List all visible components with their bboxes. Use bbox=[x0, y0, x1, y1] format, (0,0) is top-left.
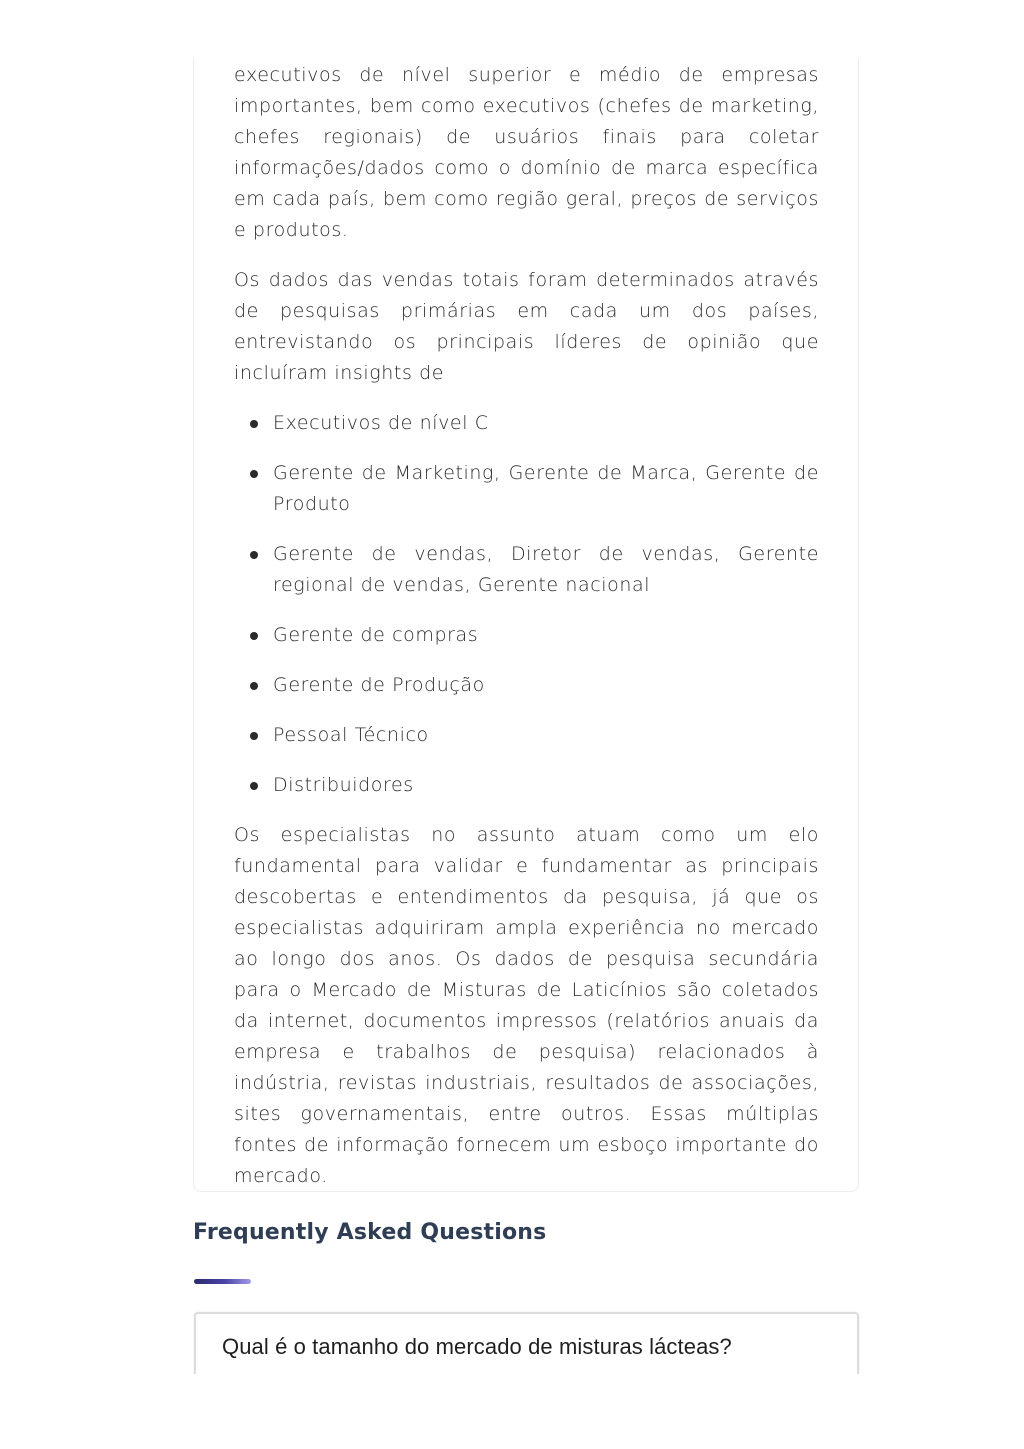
list-item-text: Gerente de vendas, Diretor de vendas, Gerente regional de vendas, Gerente nacional bbox=[273, 543, 819, 596]
bullet-icon bbox=[250, 682, 258, 690]
list-item bbox=[234, 539, 819, 601]
bullet-icon bbox=[250, 782, 258, 790]
list-item bbox=[234, 670, 819, 701]
faq-heading-underline bbox=[194, 1279, 251, 1284]
bullet-icon bbox=[250, 470, 258, 478]
list-item bbox=[234, 720, 819, 751]
bullet-icon bbox=[250, 551, 258, 559]
faq-heading: Frequently Asked Questions bbox=[193, 1220, 547, 1245]
methodology-text bbox=[234, 60, 819, 1211]
bullet-icon bbox=[250, 732, 258, 740]
list-item-text: Gerente de Marketing, Gerente de Marca, Gerente de Produto bbox=[273, 462, 819, 515]
list-item bbox=[234, 408, 819, 439]
paragraph-sales-data: Os dados das vendas totais foram determinados através de pesquisas primárias em cada um dos países, entrevistando os principais líderes de opinião que incluíram insights de bbox=[234, 269, 819, 384]
bullet-icon bbox=[250, 632, 258, 640]
bullet-icon bbox=[250, 420, 258, 428]
faq-question-text[interactable]: Qual é o tamanho do mercado de misturas lácteas? bbox=[222, 1334, 732, 1359]
list-item-text: Gerente de compras bbox=[273, 624, 479, 646]
list-item-text: Gerente de Produção bbox=[273, 674, 485, 696]
list-item-text: Pessoal Técnico bbox=[273, 724, 429, 746]
paragraph-executives: executivos de nível superior e médio de empresas importantes, bem como executivos (chefes de marketing, chefes regionais) de usuários finais para coletar informações/dados como o domínio de marca específica em cada país, bem como região geral, preços de serviços e produtos. bbox=[234, 64, 819, 241]
opinion-leaders-list bbox=[234, 408, 819, 801]
methodology-card bbox=[193, 58, 859, 1192]
list-item bbox=[234, 770, 819, 801]
paragraph-experts: Os especialistas no assunto atuam como um elo fundamental para validar e fundamentar as principais descobertas e entendimentos da pesquisa, já que os especialistas adquiriram ampla experiência no mercado ao longo dos anos. Os dados de pesquisa secundária para o Mercado de Misturas de Laticínios são coletados da internet, documentos impressos (relatórios anuais da empresa e trabalhos de pesquisa) relacionados à indústria, revistas industriais, resultados de associações, sites governamentais, entre outros. Essas múltiplas fontes de informação fornecem um esboço importante do mercado. bbox=[234, 824, 819, 1187]
page-bottom-margin bbox=[0, 1374, 1024, 1449]
list-item bbox=[234, 458, 819, 520]
list-item-text: Executivos de nível C bbox=[273, 412, 489, 434]
list-item-text: Distribuidores bbox=[273, 774, 414, 796]
list-item bbox=[234, 620, 819, 651]
faq-question-item[interactable] bbox=[194, 1312, 859, 1382]
